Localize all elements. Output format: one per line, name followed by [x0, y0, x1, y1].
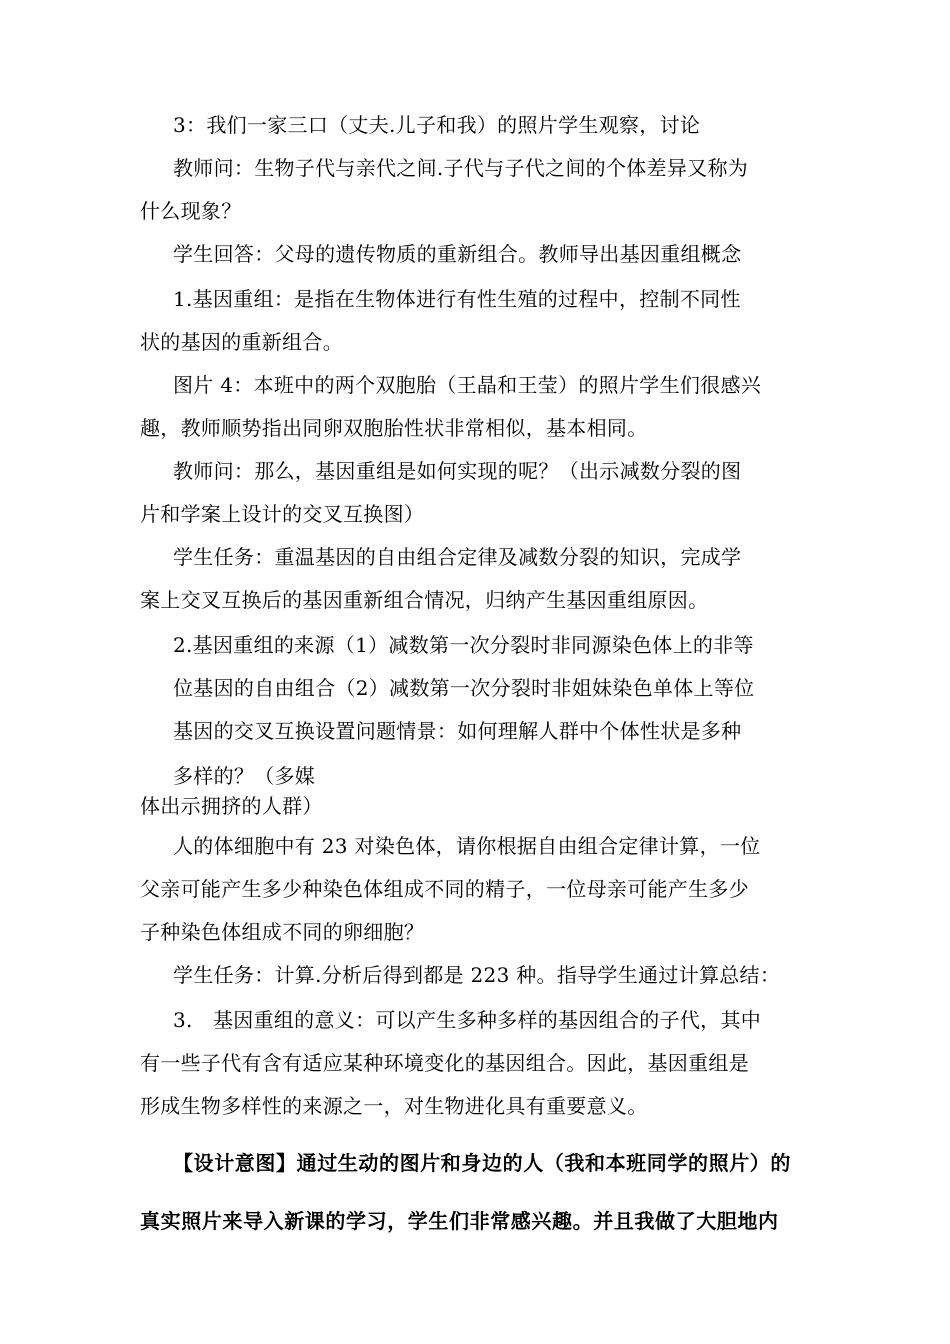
- text-line: 教师问：生物子代与亲代之间.子代与子代之间的个体差异又称为: [173, 156, 749, 180]
- text-line: 学生回答：父母的遗传物质的重新组合。教师导出基因重组概念: [173, 242, 742, 266]
- text-line: 有一些子代有含有适应某种环境变化的基因组合。因此，基因重组是: [140, 1051, 749, 1075]
- text-line: 父亲可能产生多少种染色体组成不同的精子，一位母亲可能产生多少: [140, 877, 749, 901]
- text-line: 学生任务：计算.分析后得到都是 223 种。指导学生通过计算总结：: [173, 963, 781, 987]
- design-intent-line: 真实照片来导入新课的学习，学生们非常感兴趣。并且我做了大胆地内: [140, 1209, 779, 1233]
- text-line: 趣，教师顺势指出同卵双胞胎性状非常相似，基本相同。: [140, 416, 648, 440]
- text-line: 案上交叉互换后的基因重新组合情况，归纳产生基因重组原因。: [140, 588, 709, 612]
- text-line: 体出示拥挤的人群）: [140, 794, 323, 818]
- text-line: 3. 基因重组的意义：可以产生多种多样的基因组合的子代，其中: [173, 1008, 762, 1032]
- text-line: 片和学案上设计的交叉互换图）: [140, 502, 425, 526]
- text-line: 2.基因重组的来源（1）减数第一次分裂时非同源染色体上的非等: [173, 633, 754, 657]
- text-line: 位基因的自由组合（2）减数第一次分裂时非姐妹染色单体上等位: [173, 676, 755, 700]
- text-line: 多样的？（多媒: [173, 764, 316, 788]
- text-line: 3：我们一家三口（丈夫.儿子和我）的照片学生观察，讨论: [173, 113, 701, 137]
- text-line: 子种染色体组成不同的卵细胞？: [140, 920, 425, 944]
- text-line: 基因的交叉互换设置问题情景：如何理解人群中个体性状是多种: [173, 719, 742, 743]
- text-line: 状的基因的重新组合。: [140, 330, 343, 354]
- text-line: 学生任务：重温基因的自由组合定律及减数分裂的知识，完成学: [173, 545, 742, 569]
- text-line: 什么现象？: [140, 199, 242, 223]
- text-line: 人的体细胞中有 23 对染色体，请你根据自由组合定律计算，一位: [173, 834, 761, 858]
- text-line: 1.基因重组：是指在生物体进行有性生殖的过程中，控制不同性: [173, 287, 741, 311]
- text-line: 图片 4：本班中的两个双胞胎（王晶和王莹）的照片学生们很感兴: [173, 373, 762, 397]
- text-line: 形成生物多样性的来源之一，对生物进化具有重要意义。: [140, 1094, 648, 1118]
- text-line: 教师问：那么，基因重组是如何实现的呢？（出示减数分裂的图: [173, 459, 742, 483]
- design-intent-line: 【设计意图】通过生动的图片和身边的人（我和本班同学的照片）的: [173, 1151, 791, 1175]
